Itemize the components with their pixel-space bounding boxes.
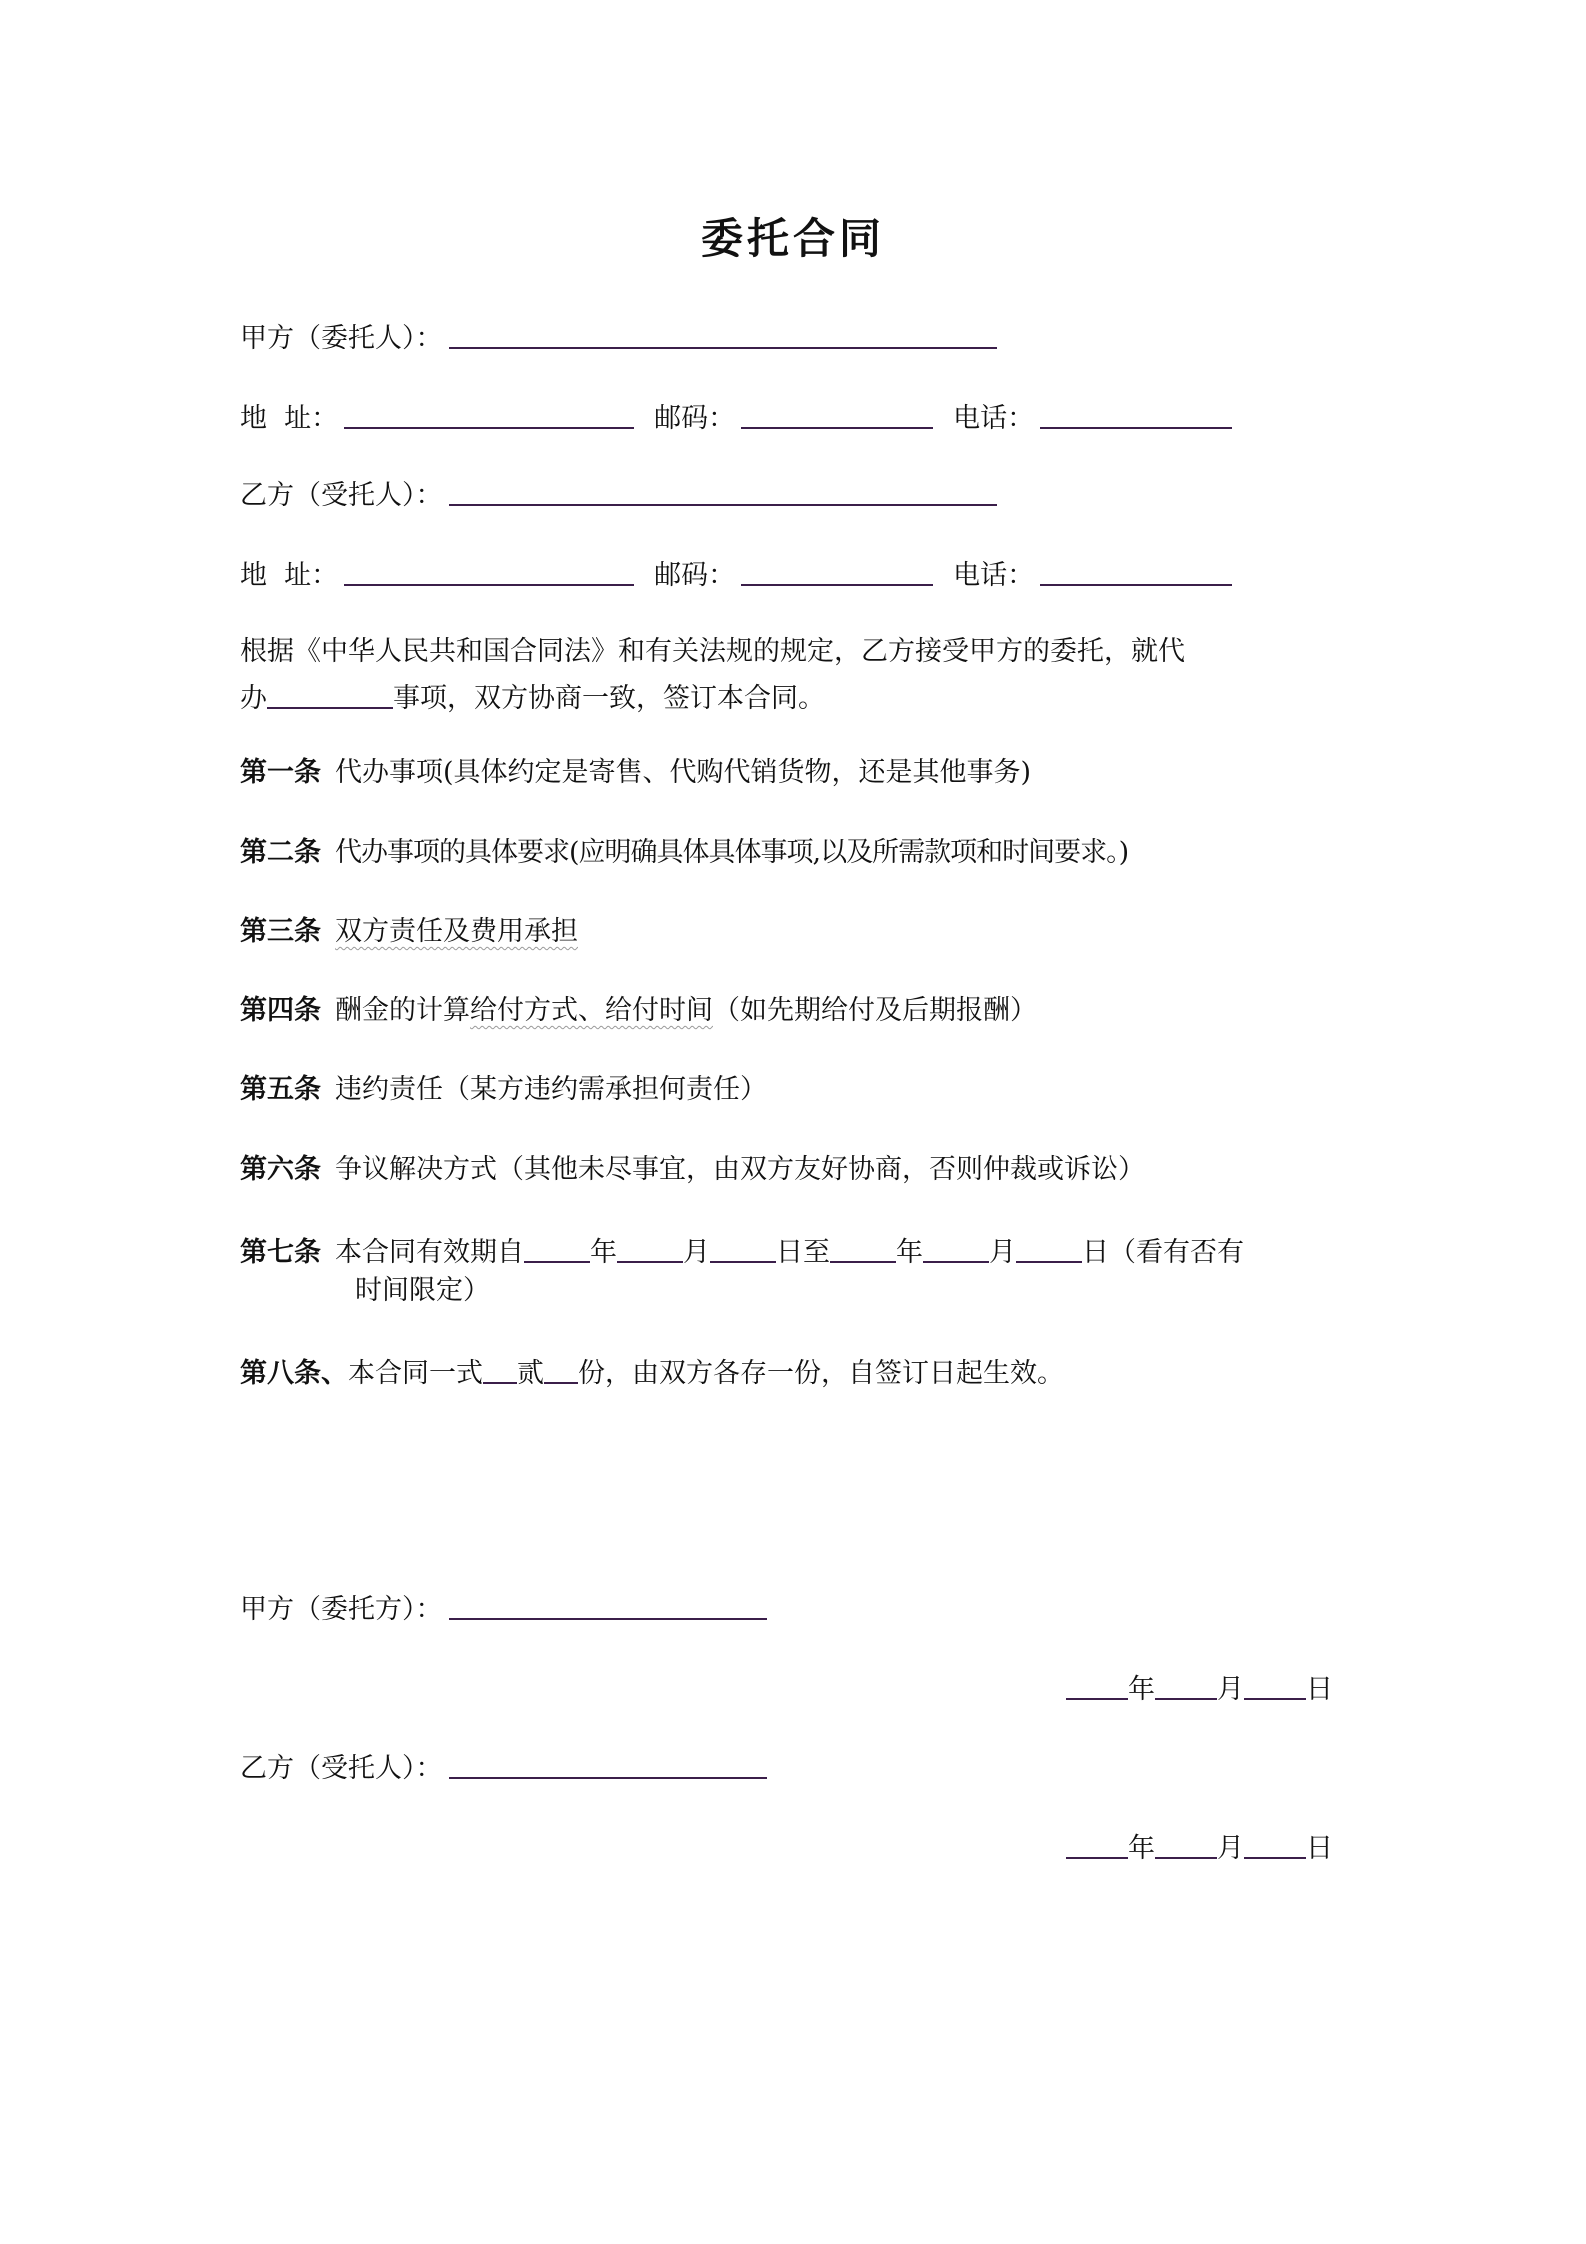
party-b-address-label: 地 址： [240, 560, 339, 591]
party-b-address-field[interactable] [344, 554, 634, 586]
end-year-field[interactable] [830, 1231, 896, 1263]
article-number: 第二条 [240, 837, 321, 868]
party-a-address-field[interactable] [344, 397, 634, 429]
party-a-phone-label: 电话： [953, 403, 1035, 434]
article-number: 第五条 [240, 1074, 321, 1105]
month-label: 月 [1217, 1833, 1244, 1864]
sign-a-month-field[interactable] [1155, 1668, 1217, 1700]
start-month-field[interactable] [617, 1231, 683, 1263]
article-number: 第七条 [240, 1237, 321, 1268]
month-label: 月 [1217, 1674, 1244, 1705]
party-b-phone-label: 电话： [953, 560, 1035, 591]
article-5 [240, 1070, 767, 1110]
signature-party-a-field[interactable] [449, 1588, 767, 1620]
article-text: 争议解决方式（其他未尽事宜，由双方友好协商，否则仲裁或诉讼） [335, 1154, 1145, 1185]
copies-blank-left [483, 1352, 517, 1384]
article-1 [240, 753, 1031, 793]
start-year-field[interactable] [524, 1231, 590, 1263]
signature-party-a-label: 甲方（委托方）： [240, 1594, 443, 1625]
start-day-field[interactable] [710, 1231, 776, 1263]
preamble-suffix: 事项，双方协商一致，签订本合同。 [393, 683, 825, 714]
party-a-zip-label: 邮码： [654, 403, 736, 434]
signature-party-b [240, 1745, 773, 1789]
article-number: 第八条、 [240, 1358, 348, 1389]
day-label: 日 [1082, 1237, 1109, 1268]
signature-party-a-date [1066, 1666, 1333, 1710]
party-b-row [240, 472, 1003, 516]
article-text-suffix: （看有否有 [1109, 1237, 1244, 1268]
article-number: 第一条 [240, 757, 321, 788]
preamble-line-1: 根据《中华人民共和国合同法》和有关法规的规定，乙方接受甲方的委托，就代 [240, 636, 1185, 667]
signature-party-a [240, 1586, 773, 1630]
sign-a-day-field[interactable] [1244, 1668, 1306, 1700]
article-text: 双方责任及费用承担 [335, 916, 578, 947]
signature-party-b-date [1066, 1825, 1333, 1869]
article-number: 第四条 [240, 995, 321, 1026]
article-text-b: 给付方式、给付时间 [470, 995, 713, 1026]
party-a-address-row [240, 395, 1238, 439]
article-2 [240, 833, 1128, 873]
article-text-prefix: 本合同一式 [348, 1358, 483, 1389]
article-text: 违约责任（某方违约需承担何责任） [335, 1074, 767, 1105]
document-title: 委托合同 [700, 214, 885, 263]
delegated-matter-field[interactable] [267, 677, 393, 709]
article-text-prefix: 本合同有效期自 [335, 1237, 524, 1268]
article-3 [240, 912, 578, 952]
article-8 [240, 1350, 1064, 1394]
month-label: 月 [989, 1237, 1016, 1268]
signature-party-b-field[interactable] [449, 1747, 767, 1779]
day-label: 日 [1306, 1674, 1333, 1705]
article-7 [240, 1229, 1244, 1273]
day-to-label: 日至 [776, 1237, 830, 1268]
party-a-row [240, 315, 1003, 359]
sign-a-year-field[interactable] [1066, 1668, 1128, 1700]
day-label: 日 [1306, 1833, 1333, 1864]
party-a-phone-field[interactable] [1040, 397, 1232, 429]
sign-b-year-field[interactable] [1066, 1827, 1128, 1859]
party-a-address-label: 地 址： [240, 403, 339, 434]
party-a-name-field[interactable] [449, 317, 997, 349]
end-day-field[interactable] [1016, 1231, 1082, 1263]
signature-party-b-label: 乙方（受托人）： [240, 1753, 443, 1784]
end-month-field[interactable] [923, 1231, 989, 1263]
article-4 [240, 991, 1037, 1031]
article-7-line-2: 时间限定） [355, 1275, 490, 1306]
preamble-line-2 [240, 675, 825, 719]
copies-value[interactable]: 贰 [517, 1358, 544, 1389]
party-b-zip-label: 邮码： [654, 560, 736, 591]
article-6 [240, 1150, 1145, 1190]
article-text: 代办事项的具体要求(应明确具体具体事项,以及所需款项和时间要求。) [335, 837, 1129, 868]
year-label: 年 [1128, 1833, 1155, 1864]
month-label: 月 [683, 1237, 710, 1268]
article-number: 第三条 [240, 916, 321, 947]
article-number: 第六条 [240, 1154, 321, 1185]
party-a-zip-field[interactable] [741, 397, 933, 429]
article-text-c: （如先期给付及后期报酬） [713, 995, 1037, 1026]
party-b-phone-field[interactable] [1040, 554, 1232, 586]
party-b-address-row [240, 552, 1238, 596]
article-text-a: 酬金的计算 [335, 995, 470, 1026]
article-text-suffix: 份，由双方各存一份，自签订日起生效。 [578, 1358, 1064, 1389]
year-label: 年 [896, 1237, 923, 1268]
preamble-prefix: 办 [240, 683, 267, 714]
party-b-zip-field[interactable] [741, 554, 933, 586]
year-label: 年 [590, 1237, 617, 1268]
year-label: 年 [1128, 1674, 1155, 1705]
party-a-label: 甲方（委托人）： [240, 323, 443, 354]
party-b-name-field[interactable] [449, 474, 997, 506]
party-b-label: 乙方（受托人）： [240, 480, 443, 511]
sign-b-month-field[interactable] [1155, 1827, 1217, 1859]
article-text: 代办事项(具体约定是寄售、代购代销货物，还是其他事务) [335, 757, 1032, 788]
copies-blank-right [544, 1352, 578, 1384]
sign-b-day-field[interactable] [1244, 1827, 1306, 1859]
